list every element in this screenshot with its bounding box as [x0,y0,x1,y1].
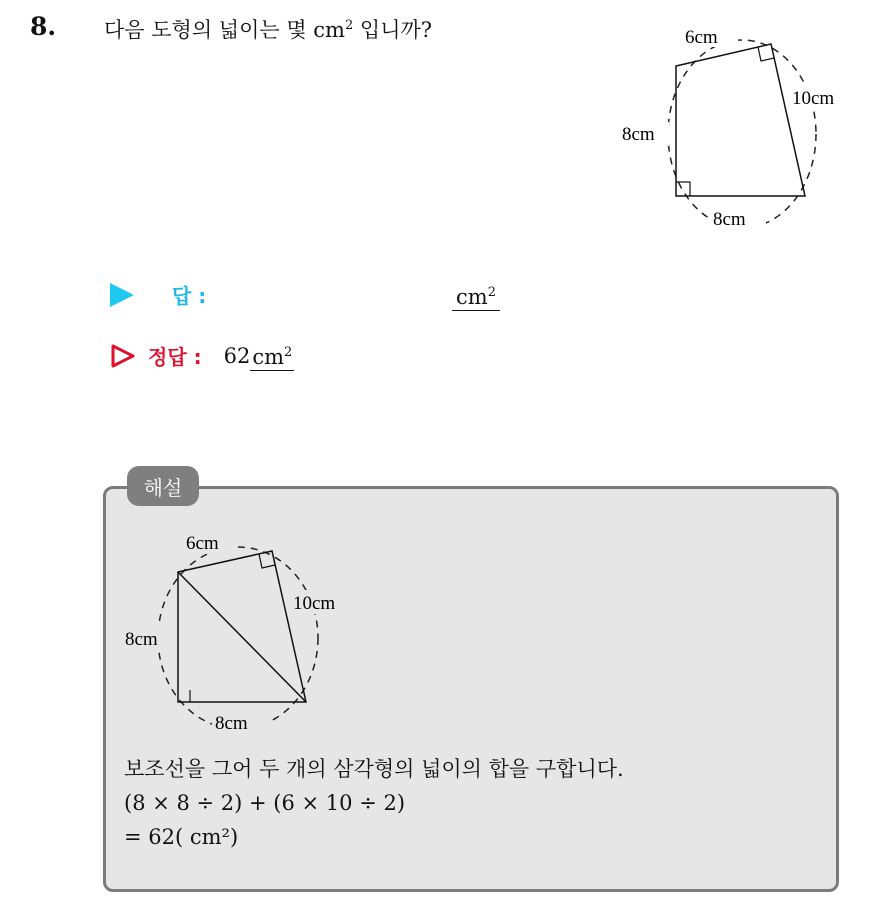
label-top: 6cm [685,27,718,48]
correct-answer-row [110,340,294,371]
solution-figure [118,526,358,736]
explanation-tab: 해설 [127,466,199,506]
explanation-line-1: 보조선을 그어 두 개의 삼각형의 넓이의 합을 구합니다. [124,757,624,781]
problem-unit: cm [313,18,345,42]
solution-label-bottom: 8cm [215,713,248,734]
solution-label-top: 6cm [186,533,219,554]
answer-label: 답 : [172,284,207,308]
solution-quadrilateral [178,551,306,702]
play-arrow-icon [110,283,134,307]
correct-answer-label: 정답 : [148,345,202,369]
answer-blank[interactable] [452,280,500,311]
solution-diagonal [178,572,306,702]
explanation-line-3: = 62( cm²) [124,825,239,849]
problem-number: 8. [30,12,57,41]
problem-suffix: 입니까? [353,18,433,42]
label-left: 8cm [622,124,655,145]
outline-arrow-icon [110,343,136,369]
answer-unit-exponent: 2 [487,285,496,300]
correct-answer-unit-wrap [250,340,294,371]
solution-label-right: 10cm [293,593,336,614]
answer-unit: cm [456,285,488,309]
label-bottom: 8cm [713,209,746,230]
correct-answer-value: 62 [223,343,251,368]
label-right: 10cm [792,88,835,109]
right-angle-bottom [676,182,690,196]
figure-circle [668,40,816,228]
problem-figure [612,18,862,233]
answer-row [110,280,206,309]
explanation-text [124,752,624,854]
problem-unit-exponent: 2 [344,18,354,33]
correct-answer-unit: cm [252,345,285,369]
correct-answer-exponent: 2 [284,345,293,360]
problem-text-main: 다음 도형의 넓이는 몇 [104,18,314,42]
explanation-line-2: (8 × 8 ÷ 2) + (6 × 10 ÷ 2) [124,791,406,815]
solution-label-left: 8cm [125,629,158,650]
figure-quadrilateral [676,44,805,196]
problem-text [104,14,432,44]
